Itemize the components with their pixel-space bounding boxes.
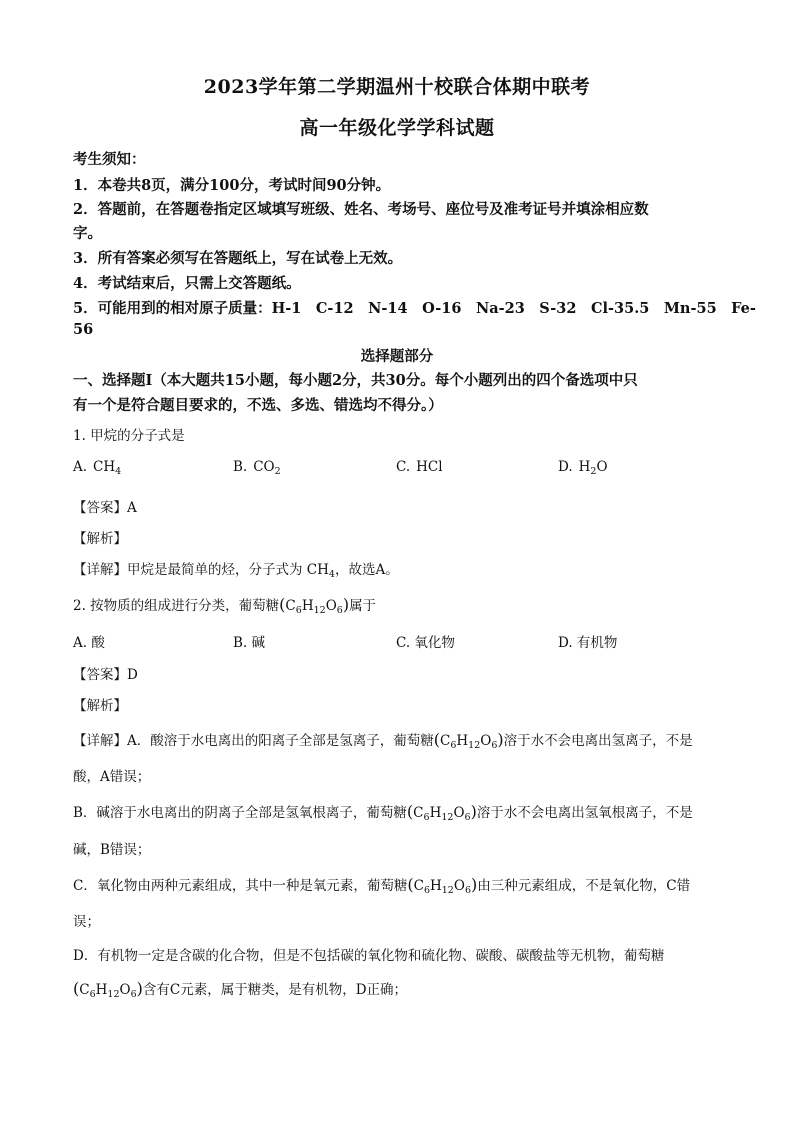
glucose-formula xyxy=(406,802,477,823)
el-sub: 12 xyxy=(441,885,454,896)
glucose-formula xyxy=(279,595,350,616)
el-sub: 6 xyxy=(295,605,302,616)
el: H xyxy=(429,878,442,894)
stem-text: 2. 按物质的组成进行分类，葡萄糖 xyxy=(73,598,280,614)
detail-text: ，故选A。 xyxy=(334,562,399,578)
detail-text: 含有C元素，属于糖类，是有机物，D正确； xyxy=(142,982,408,998)
paren: ( xyxy=(433,730,440,749)
q1-detail xyxy=(73,558,399,580)
q2-detail-b xyxy=(73,801,693,823)
el: C xyxy=(413,805,424,821)
formula-main: O xyxy=(596,459,608,475)
paren: ) xyxy=(342,595,350,614)
formula-main: CH xyxy=(93,459,116,475)
el: C xyxy=(440,733,451,749)
formula-main: H xyxy=(578,459,591,475)
option-label: B. xyxy=(233,459,248,475)
paren: ) xyxy=(136,979,143,998)
stem-text: 属于 xyxy=(349,598,377,614)
paren: ) xyxy=(497,730,504,749)
q2-detail-a xyxy=(73,729,693,751)
q2-detail-a-cont: 酸，A错误； xyxy=(73,769,151,785)
el: O xyxy=(480,733,492,749)
q1-answer: 【答案】A xyxy=(73,500,137,516)
q2-option-c: C. 氧化物 xyxy=(396,635,455,651)
exam-subtitle: 高一年级化学学科试题 xyxy=(299,117,495,139)
q2-option-b: B. 碱 xyxy=(233,635,266,651)
el: O xyxy=(325,598,337,614)
el-sub: 12 xyxy=(313,605,326,616)
q2-answer: 【答案】D xyxy=(73,667,138,683)
detail-text: 【详解】A．酸溶于水电离出的阳离子全部是氢离子，葡萄糖 xyxy=(73,733,434,749)
notice-item: 字。 xyxy=(73,225,102,242)
notice-item: 3．所有答案必须写在答题纸上，写在试卷上无效。 xyxy=(73,250,403,267)
el: C xyxy=(79,982,90,998)
formula-subscript: 2 xyxy=(590,466,597,477)
el: C xyxy=(413,878,424,894)
paren: ( xyxy=(73,979,80,998)
notice-item: 2．答题前，在答题卷指定区域填写班级、姓名、考场号、座位号及准考证号并填涂相应数 xyxy=(73,201,649,218)
formula-main: CO xyxy=(253,459,275,475)
q1-option-a xyxy=(73,459,121,477)
el: O xyxy=(119,982,131,998)
el: H xyxy=(456,733,469,749)
notice-heading: 考生须知： xyxy=(73,151,146,168)
detail-text: 由三种元素组成，不是氧化物，C错 xyxy=(477,878,691,894)
paren: ( xyxy=(406,802,414,821)
q2-detail-b-cont: 碱，B错误； xyxy=(73,842,151,858)
el: C xyxy=(285,598,296,614)
q2-detail-c-cont: 误； xyxy=(73,914,100,930)
q1-option-b xyxy=(233,459,281,477)
paren: ) xyxy=(470,802,477,821)
el-sub: 6 xyxy=(464,812,471,823)
el-sub: 12 xyxy=(441,812,454,823)
exam-title: 2023学年第二学期温州十校联合体期中联考 xyxy=(203,76,591,98)
el-sub: 6 xyxy=(423,812,430,823)
notice-item: 5．可能用到的相对原子质量：H-1 C-12 N-14 O-16 Na-23 S-32 Cl-35.5 Mn-55 Fe- xyxy=(73,300,756,317)
section-intro: 有一个是符合题目要求的，不选、多选、错选均不得分。） xyxy=(73,397,443,414)
section-heading: 选择题部分 xyxy=(360,348,434,365)
section-intro: 一、选择题Ⅰ（本大题共15小题，每小题2分，共30分。每个小题列出的四个备选项中只 xyxy=(73,372,638,389)
detail-text: 溶于水不会电离出氢离子，不是 xyxy=(503,733,693,749)
option-label: A. xyxy=(73,459,88,475)
notice-item: 56 xyxy=(73,321,94,338)
q2-option-a: A. 酸 xyxy=(73,635,105,651)
option-label: D. xyxy=(558,459,573,475)
q2-detail-d-cont xyxy=(73,978,407,1000)
glucose-formula xyxy=(73,979,143,1000)
option-label: C. xyxy=(396,459,411,475)
el-sub: 6 xyxy=(130,989,137,1000)
el-sub: 6 xyxy=(336,605,343,616)
q2-detail-c xyxy=(73,874,690,896)
formula-main: HCl xyxy=(416,459,443,475)
paren: ( xyxy=(279,595,286,614)
el-sub: 6 xyxy=(423,885,430,896)
el: H xyxy=(95,982,108,998)
detail-text: 溶于水不会电离出氢氧根离子，不是 xyxy=(476,805,693,821)
formula-subscript: 2 xyxy=(274,466,281,477)
el-sub: 12 xyxy=(468,740,481,751)
el: H xyxy=(301,598,314,614)
glucose-formula xyxy=(407,875,478,896)
q2-option-d: D. 有机物 xyxy=(558,635,618,651)
formula-subscript: 4 xyxy=(328,569,335,580)
q2-detail-d: D．有机物一定是含碳的化合物，但是不包括碳的氧化物和硫化物、碳酸、碳酸盐等无机物，葡萄糖 xyxy=(73,948,665,964)
el-sub: 6 xyxy=(450,740,457,751)
q1-option-d xyxy=(558,459,608,477)
question-1-stem: 1. 甲烷的分子式是 xyxy=(73,428,185,444)
el-sub: 6 xyxy=(89,989,96,1000)
q1-analysis: 【解析】 xyxy=(73,531,127,547)
el: H xyxy=(429,805,442,821)
detail-text: 【详解】甲烷是最简单的烃，分子式为 CH xyxy=(73,562,329,578)
q1-option-c xyxy=(396,459,443,475)
glucose-formula xyxy=(433,730,504,751)
el: O xyxy=(453,878,465,894)
el-sub: 6 xyxy=(464,885,471,896)
paren: ) xyxy=(470,875,478,894)
detail-text: C．氧化物由两种元素组成，其中一种是氧元素，葡萄糖 xyxy=(73,878,408,894)
notice-item: 1．本卷共8页，满分100分，考试时间90分钟。 xyxy=(73,177,391,194)
el: O xyxy=(453,805,465,821)
el-sub: 6 xyxy=(491,740,498,751)
question-2-stem xyxy=(73,594,376,616)
paren: ( xyxy=(407,875,414,894)
detail-text: B．碱溶于水电离出的阴离子全部是氢氧根离子，葡萄糖 xyxy=(73,805,407,821)
el-sub: 12 xyxy=(107,989,120,1000)
q2-analysis: 【解析】 xyxy=(73,698,127,714)
notice-item: 4．考试结束后，只需上交答题纸。 xyxy=(73,275,301,292)
formula-subscript: 4 xyxy=(115,466,122,477)
